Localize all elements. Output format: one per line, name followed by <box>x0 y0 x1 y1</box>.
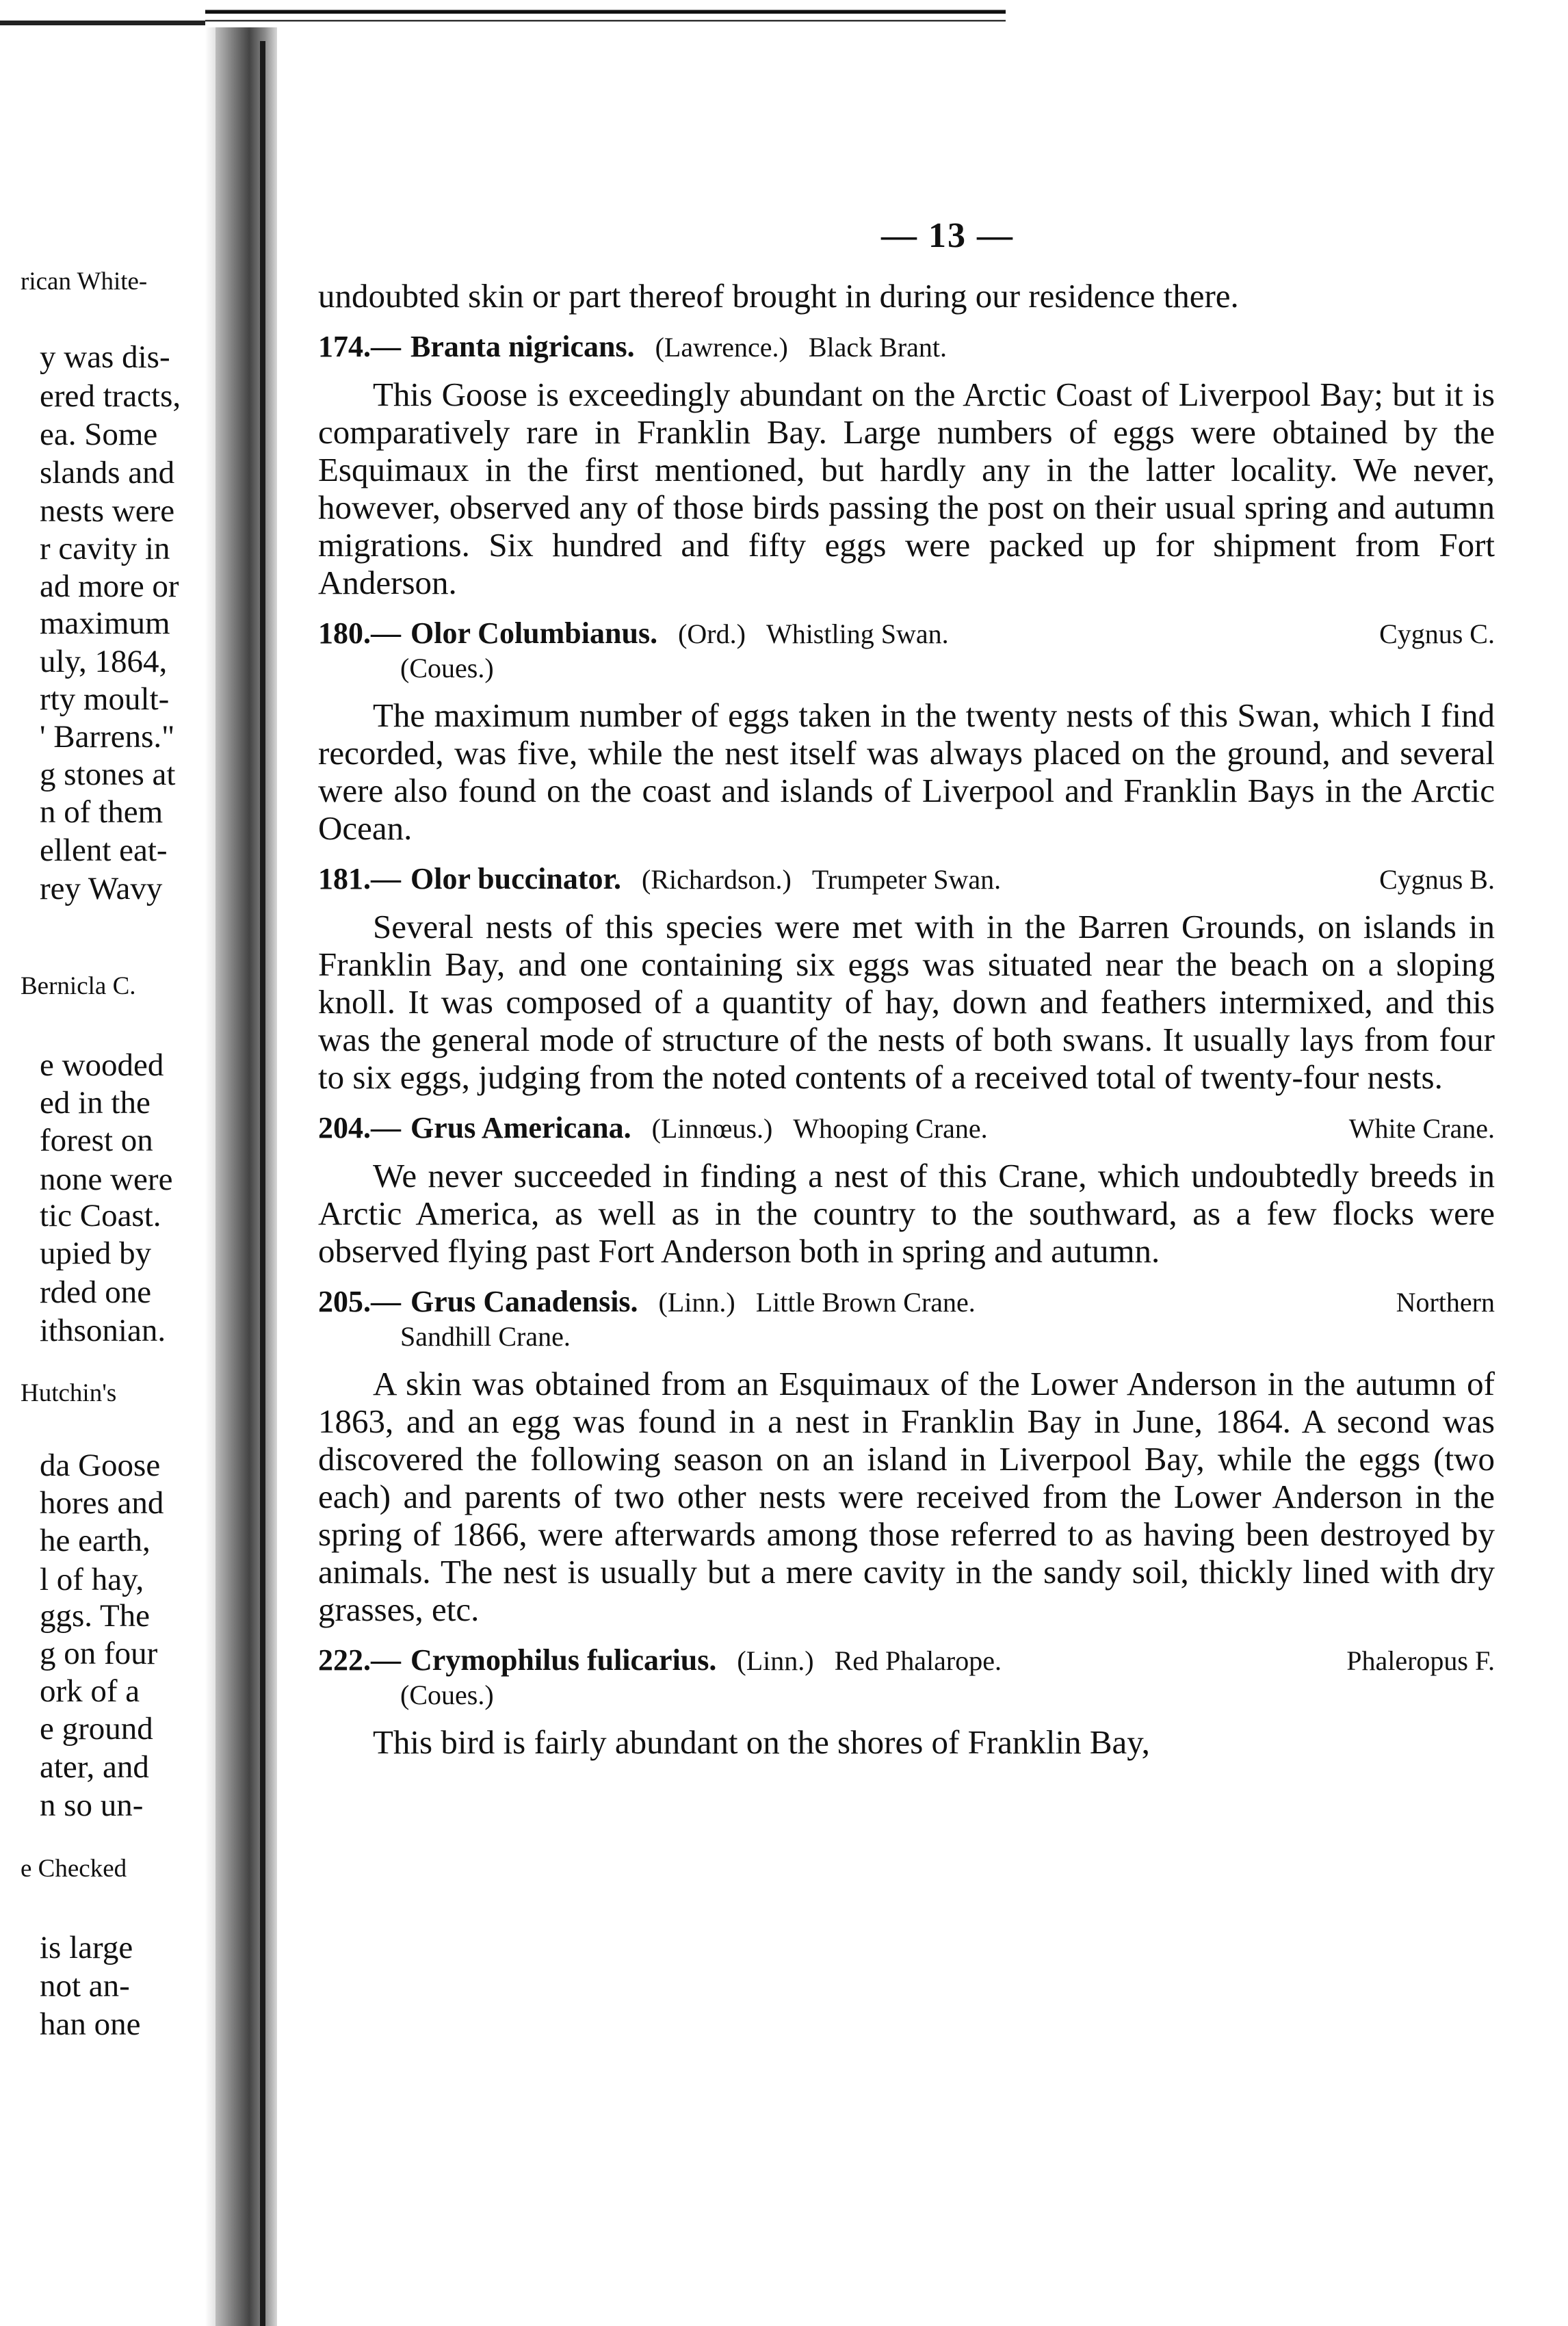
page-content <box>318 277 1495 1761</box>
previous-page-line: ered tracts, <box>40 378 181 414</box>
spine-shadow-line <box>260 41 265 2326</box>
scientific-name: Grus Canadensis. <box>410 1285 638 1318</box>
entry-text: The maximum number of eggs taken in the twenty nests of this Swan, which I find recorded, was five, while the nest itself was always placed on the ground, and several were also found on the coast and islands of Liverpool and Franklin Bays in the Arctic Ocean. <box>318 696 1495 847</box>
entry-heading <box>318 1111 1495 1146</box>
previous-page-line: maximum <box>40 605 170 641</box>
alternate-name: White Crane. <box>1348 1113 1495 1144</box>
previous-page-line: upied by <box>40 1236 152 1271</box>
scientific-name: Grus Americana. <box>410 1111 631 1145</box>
heading-continuation: Sandhill Crane. <box>400 1321 571 1352</box>
previous-page-line: ea. Some <box>40 417 158 452</box>
heading-continuation: (Coues.) <box>400 1680 494 1710</box>
previous-page-line: r cavity in <box>40 531 170 566</box>
previous-page-line: slands and <box>40 455 175 491</box>
alternate-name: Northern <box>1396 1287 1495 1318</box>
entry-heading <box>318 1285 1495 1354</box>
entry-text: A skin was obtained from an Esquimaux of the Lower Anderson in the autumn of 1863, and an egg was found in a nest in Franklin Bay in June, 1864. A second was discovered the following season on an island in Liverpool Bay, while the eggs (two each) and parents of two other nests were received from the Lower Anderson in the spring of 1866, were afterwards among those referred to as having been destroyed by animals. The nest is usually but a mere cavity in the sandy soil, thickly lined with dry grasses, etc. <box>318 1365 1495 1628</box>
previous-page-line: Bernicla C. <box>21 972 136 1000</box>
previous-page-line: g on four <box>40 1636 158 1671</box>
authority: (Linn.) <box>737 1645 814 1676</box>
previous-page-line: hores and <box>40 1485 164 1521</box>
book-edge-top <box>205 0 1006 33</box>
previous-page-line: ork of a <box>40 1673 140 1709</box>
previous-page-line: not an- <box>40 1968 130 2004</box>
authority: (Richardson.) <box>642 864 792 895</box>
previous-page-line: rty moult- <box>40 681 170 717</box>
previous-page-line: rey Wavy <box>40 871 163 906</box>
previous-page-line: ad more or <box>40 569 179 604</box>
previous-page-line: da Goose <box>40 1448 161 1483</box>
previous-page-line: e wooded <box>40 1047 164 1083</box>
entry-text: This bird is fairly abundant on the shores of Franklin Bay, <box>373 1723 1150 1761</box>
authority: (Lawrence.) <box>655 332 788 363</box>
entry-number: 204.— <box>318 1111 401 1145</box>
scientific-name: Branta nigricans. <box>410 330 635 363</box>
page-number: — 13 — <box>881 216 1014 255</box>
common-name: Whistling Swan. <box>766 618 949 649</box>
heading-continuation: (Coues.) <box>400 653 494 683</box>
previous-page-line: han one <box>40 2007 141 2042</box>
previous-page-line: Hutchin's <box>21 1379 117 1407</box>
entry-number: 205.— <box>318 1285 401 1318</box>
entry-text: We never succeeded in finding a nest of this Crane, which undoubtedly breeds in Arctic America, as well as in the country to the southward, as a few flocks were observed flying past Fort Anderson both in spring and autumn. <box>318 1157 1495 1270</box>
entry-number: 174.— <box>318 330 401 363</box>
scientific-name: Olor buccinator. <box>410 862 622 896</box>
previous-page-text <box>0 27 205 2326</box>
alternate-name: Cygnus B. <box>1379 864 1495 895</box>
common-name: Whooping Crane. <box>793 1113 988 1144</box>
carried-over-paragraph: undoubted skin or part thereof brought in during our residence there. <box>318 277 1239 315</box>
previous-page-line: n so un- <box>40 1788 144 1823</box>
previous-page-line: forest on <box>40 1123 153 1158</box>
previous-page-line: nests were <box>40 493 175 529</box>
entry-text: This Goose is exceedingly abundant on the Arctic Coast of Liverpool Bay; but it is comparatively rare in Franklin Bay. Large numbers of eggs were obtained by the Esquimaux in the first mentioned, but hardly any in the latter locality. We never, however, observed any of those birds passing the post on their usual spring and autumn migrations. Six hundred and fifty eggs were packed up for shipment from Fort Anderson. <box>318 376 1495 601</box>
authority: (Linnœus.) <box>651 1113 773 1144</box>
entry-heading <box>318 1643 1495 1712</box>
previous-page-line: e Checked <box>21 1855 127 1883</box>
common-name: Red Phalarope. <box>834 1645 1002 1676</box>
authority: (Ord.) <box>678 618 746 649</box>
previous-page-line: l of hay, <box>40 1562 144 1597</box>
previous-page-line: ithsonian. <box>40 1313 166 1348</box>
previous-page-line: uly, 1864, <box>40 644 168 679</box>
common-name: Black Brant. <box>808 332 948 363</box>
alternate-name: Cygnus C. <box>1379 618 1495 649</box>
previous-page-line: y was dis- <box>40 339 170 375</box>
entry-heading <box>318 862 1495 897</box>
previous-page-line: tic Coast. <box>40 1198 161 1233</box>
species-entries <box>318 330 1495 1761</box>
previous-page-line: he earth, <box>40 1523 151 1558</box>
authority: (Linn.) <box>658 1287 735 1318</box>
scientific-name: Olor Columbianus. <box>410 616 658 650</box>
previous-page-line: is large <box>40 1930 133 1965</box>
common-name: Trumpeter Swan. <box>811 864 1002 895</box>
previous-page-line: ' Barrens." <box>40 719 175 755</box>
entry-heading <box>318 330 1495 365</box>
previous-page-line: g stones at <box>40 757 176 792</box>
previous-page-line: ellent eat- <box>40 833 168 868</box>
previous-page-line: ater, and <box>40 1749 149 1785</box>
entry-heading <box>318 616 1495 685</box>
entry-number: 181.— <box>318 862 401 896</box>
entry-number: 180.— <box>318 616 401 650</box>
previous-page-line: n of them <box>40 794 164 830</box>
previous-page-line: ggs. The <box>40 1598 151 1634</box>
common-name: Little Brown Crane. <box>755 1287 976 1318</box>
entry-number: 222.— <box>318 1643 401 1677</box>
previous-page-line: rded one <box>40 1275 152 1310</box>
scientific-name: Crymophilus fulicarius. <box>410 1643 717 1677</box>
entry-text: Several nests of this species were met with in the Barren Grounds, on islands in Franklin Bay, and one containing six eggs was situated near the beach on a sloping knoll. It was composed of a quantity of hay, down and feathers intermixed, and this was the general mode of structure of the nests of both swans. It usually lays from four to six eggs, judging from the noted contents of a received total of twenty-four nests. <box>318 908 1495 1096</box>
previous-page-line: rican White- <box>21 267 148 296</box>
book-spine <box>215 27 277 2326</box>
previous-page-line: none were <box>40 1162 173 1197</box>
previous-page-line: ed in the <box>40 1085 151 1121</box>
alternate-name: Phaleropus F. <box>1346 1645 1495 1676</box>
current-page <box>277 31 1568 2326</box>
previous-page-line: e ground <box>40 1711 153 1747</box>
